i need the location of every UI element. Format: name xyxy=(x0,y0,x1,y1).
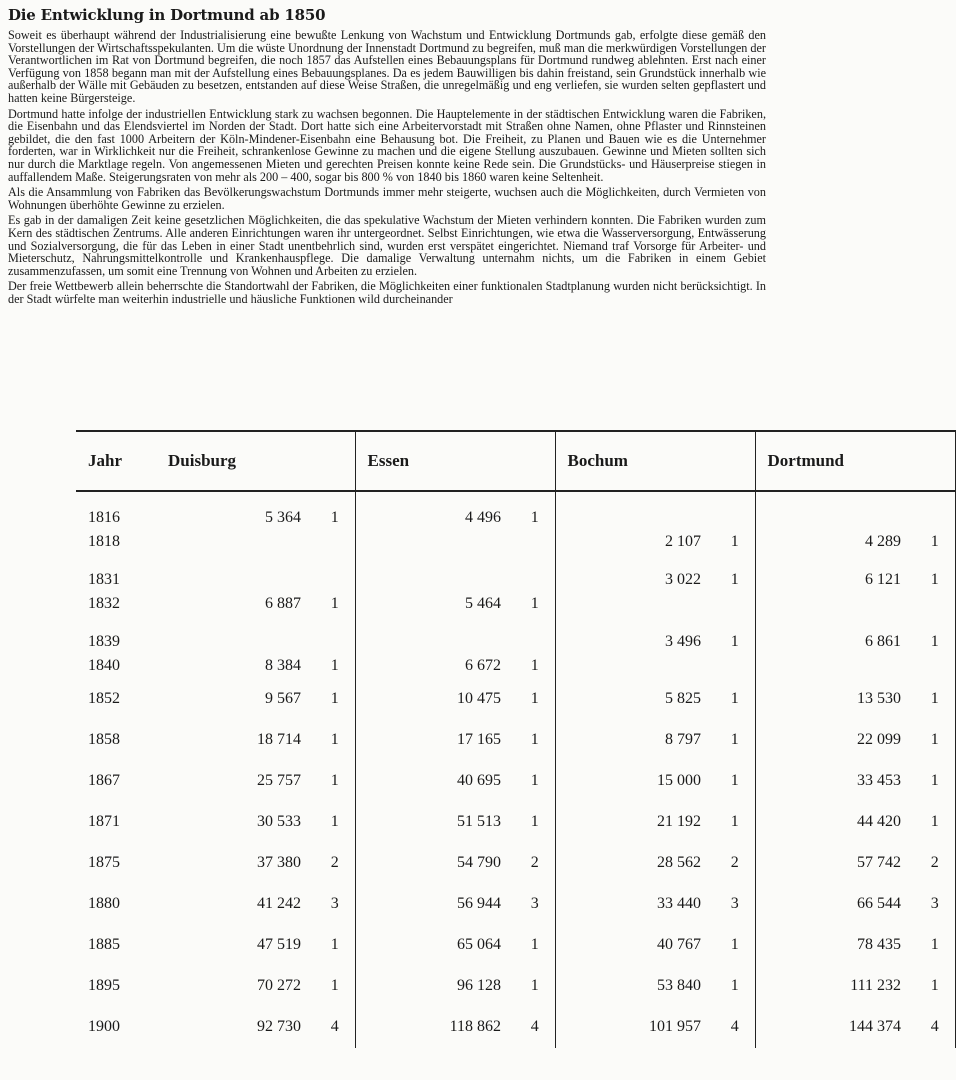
cell-essen-n xyxy=(515,630,555,654)
spacer-cell xyxy=(715,554,755,568)
cell-dortmund xyxy=(755,654,915,678)
cell-duisburg: 8 384 xyxy=(265,657,301,674)
cell-essen: 6 672 xyxy=(465,657,501,674)
spacer-cell xyxy=(76,554,156,568)
cell-dortmund-n: 1 xyxy=(915,801,955,842)
cell-year: 1818 xyxy=(88,533,120,550)
cell-essen: 10 475 xyxy=(457,689,501,707)
cell-essen-n xyxy=(515,568,555,592)
cell-year: 1880 xyxy=(88,894,120,912)
cell-duisburg-n: 1 xyxy=(315,760,355,801)
cell-essen xyxy=(355,630,515,654)
cell-bochum-n: 1 xyxy=(715,630,755,654)
cell-dortmund-n xyxy=(915,506,955,530)
spacer-cell xyxy=(515,491,555,506)
cell-year: 1885 xyxy=(88,935,120,953)
cell-bochum-n: 1 xyxy=(715,530,755,554)
cell-duisburg-n: 1 xyxy=(315,924,355,965)
body-text xyxy=(8,29,766,308)
cell-bochum-n: 3 xyxy=(715,883,755,924)
cell-duisburg-n: 1 xyxy=(315,592,355,616)
spacer-cell xyxy=(555,554,715,568)
cell-dortmund-n: 2 xyxy=(915,842,955,883)
spacer-cell xyxy=(915,554,955,568)
cell-bochum: 15 000 xyxy=(657,771,701,789)
cell-duisburg-n xyxy=(315,630,355,654)
cell-duisburg-n: 1 xyxy=(315,506,355,530)
cell-year: 1839 xyxy=(88,633,120,650)
cell-dortmund: 78 435 xyxy=(857,935,901,953)
cell-dortmund-n xyxy=(915,654,955,678)
cell-dortmund xyxy=(755,592,915,616)
table-row xyxy=(76,883,955,924)
cell-bochum: 21 192 xyxy=(657,812,701,830)
table-row xyxy=(76,965,955,1006)
cell-dortmund: 13 530 xyxy=(857,689,901,707)
table-row xyxy=(76,568,955,592)
spacer-cell xyxy=(915,491,955,506)
cell-duisburg: 92 730 xyxy=(257,1018,301,1035)
cell-essen-n: 1 xyxy=(515,654,555,678)
cell-essen xyxy=(355,530,515,554)
cell-dortmund-n: 1 xyxy=(915,924,955,965)
cell-dortmund-n: 3 xyxy=(915,883,955,924)
cell-essen-n: 1 xyxy=(515,592,555,616)
spacer-cell xyxy=(156,554,315,568)
cell-duisburg xyxy=(156,630,315,654)
cell-year: 1867 xyxy=(88,771,120,789)
cell-bochum: 40 767 xyxy=(657,935,701,953)
spacer-cell xyxy=(355,491,515,506)
cell-essen-n: 1 xyxy=(515,678,555,719)
cell-dortmund: 144 374 xyxy=(849,1018,901,1035)
spacer-cell xyxy=(355,616,515,630)
cell-duisburg: 30 533 xyxy=(257,812,301,830)
cell-bochum: 2 107 xyxy=(665,533,701,550)
spacer-cell xyxy=(755,554,915,568)
cell-duisburg-n: 1 xyxy=(315,801,355,842)
spacer-cell xyxy=(755,616,915,630)
cell-year: 1816 xyxy=(88,509,120,526)
cell-duisburg-n: 4 xyxy=(315,1006,355,1048)
cell-essen: 17 165 xyxy=(457,730,501,748)
cell-duisburg-n: 2 xyxy=(315,842,355,883)
cell-bochum xyxy=(555,654,715,678)
cell-dortmund: 66 544 xyxy=(857,894,901,912)
cell-year: 1875 xyxy=(88,853,120,871)
header-spacer xyxy=(915,431,955,491)
table-row xyxy=(76,719,955,760)
table-row xyxy=(76,678,955,719)
row-spacer xyxy=(76,491,955,506)
cell-bochum-n: 1 xyxy=(715,760,755,801)
row-spacer xyxy=(76,616,955,630)
population-table xyxy=(76,430,956,1048)
cell-dortmund-n: 1 xyxy=(915,965,955,1006)
cell-dortmund-n: 1 xyxy=(915,678,955,719)
spacer-cell xyxy=(156,616,315,630)
cell-duisburg: 70 272 xyxy=(257,976,301,994)
cell-essen-n: 1 xyxy=(515,924,555,965)
header-spacer xyxy=(315,431,355,491)
cell-duisburg xyxy=(156,530,315,554)
cell-dortmund: 6 861 xyxy=(865,633,901,650)
cell-duisburg-n: 1 xyxy=(315,719,355,760)
paragraph: Der freie Wettbewerb allein beherrschte die Standortwahl der Fabriken, die Möglichkeiten einer funktionalen Stadtplanung wurden nicht berücksichtigt. In der Stadt würfelte man weiterhin industrielle und häusliche Funktionen wild durcheinander xyxy=(8,279,766,306)
cell-essen-n: 1 xyxy=(515,506,555,530)
cell-bochum-n xyxy=(715,506,755,530)
cell-bochum: 3 496 xyxy=(665,633,701,650)
cell-bochum: 53 840 xyxy=(657,976,701,994)
cell-duisburg: 6 887 xyxy=(265,595,301,612)
cell-dortmund-n xyxy=(915,592,955,616)
cell-essen: 54 790 xyxy=(457,853,501,871)
cell-year: 1858 xyxy=(88,730,120,748)
cell-duisburg: 41 242 xyxy=(257,894,301,912)
cell-dortmund-n: 1 xyxy=(915,530,955,554)
cell-bochum-n: 1 xyxy=(715,568,755,592)
cell-dortmund: 22 099 xyxy=(857,730,901,748)
table-header-row xyxy=(76,431,955,491)
cell-year: 1871 xyxy=(88,812,120,830)
spacer-cell xyxy=(555,616,715,630)
paragraph: Soweit es überhaupt während der Industrialisierung eine bewußte Lenkung von Wachstum und Entwicklung Dortmunds gab, erfolgte diese gemäß den Vorstellungen der Wirtschaftsspekulanten. Um die wüste Unordnung der Innenstadt Dortmund zu begreifen, muß man die merkwürdigen Vorstellungen der Verantwortlichen im Rat von Dortmund begreifen, die noch 1857 das Aufstellen eines Bebauungsplans für Dortmund rundweg ablehnten. Erst nach einer Verfügung von 1858 begann man mit der Aufstellung eines Bebauungsplanes. Da es jedem Bauwilligen bis dahin freistand, sein Grundstück innerhalb wie außerhalb der Wälle mit Gebäuden zu besetzen, entstanden auf diese Weise Straßen, die unregelmäßig und eng verliefen, sie wurden selten gepflastert und hatten keine Bürgersteige. xyxy=(8,28,766,105)
cell-bochum-n: 2 xyxy=(715,842,755,883)
cell-dortmund-n: 4 xyxy=(915,1006,955,1048)
table-row xyxy=(76,592,955,616)
cell-essen-n: 1 xyxy=(515,801,555,842)
cell-bochum-n xyxy=(715,592,755,616)
cell-duisburg-n: 3 xyxy=(315,883,355,924)
cell-bochum: 33 440 xyxy=(657,894,701,912)
table-row xyxy=(76,530,955,554)
cell-essen-n: 1 xyxy=(515,760,555,801)
cell-year: 1895 xyxy=(88,976,120,994)
spacer-cell xyxy=(515,554,555,568)
spacer-cell xyxy=(315,491,355,506)
cell-bochum-n: 1 xyxy=(715,924,755,965)
table-row xyxy=(76,1006,955,1048)
table-row xyxy=(76,654,955,678)
cell-essen-n xyxy=(515,530,555,554)
spacer-cell xyxy=(715,491,755,506)
cell-dortmund: 57 742 xyxy=(857,853,901,871)
cell-bochum-n: 1 xyxy=(715,801,755,842)
spacer-cell xyxy=(755,491,915,506)
cell-essen-n: 2 xyxy=(515,842,555,883)
cell-essen xyxy=(355,568,515,592)
cell-essen: 5 464 xyxy=(465,595,501,612)
cell-dortmund: 111 232 xyxy=(850,976,901,994)
cell-dortmund-n: 1 xyxy=(915,719,955,760)
cell-year: 1840 xyxy=(88,657,120,674)
header-spacer xyxy=(515,431,555,491)
paragraph: Dortmund hatte infolge der industriellen Entwicklung stark zu wachsen begonnen. Die Hauptelemente in der städtischen Entwicklung waren die Fabriken, die Eisenbahn und das Elendsviertel im Norden der Stadt. Dort hatte sich eine Arbeitervorstadt mit Straßen ohne Namen, ohne Pflaster und Rinnsteinen gebildet, die den fast 1000 Arbeitern der Köln-Mindener-Eisenbahn eine Behausung bot. Die Freiheit, zu Planen und Bauen wie es die Unternehmer forderten, war in Wirklichkeit nur die Freiheit, schrankenlose Gewinne zu machen und die eigene Stellung auszubauen. Gewinne und Mieten sollten sich nur durch die Marktlage regeln. Von angemessenen Mieten und gerechten Preisen konnte keine Rede sein. Die Grundstücks- und Häuserpreise stiegen in auffallendem Maße. Steigerungsraten von mehr als 200 – 400, sogar bis 800 % von 1840 bis 1860 waren keine Seltenheit. xyxy=(8,106,766,184)
cell-duisburg-n xyxy=(315,530,355,554)
cell-bochum: 28 562 xyxy=(657,853,701,871)
table-row xyxy=(76,630,955,654)
row-spacer xyxy=(76,554,955,568)
cell-duisburg: 37 380 xyxy=(257,853,301,871)
spacer-cell xyxy=(715,616,755,630)
cell-essen: 65 064 xyxy=(457,935,501,953)
cell-dortmund-n: 1 xyxy=(915,568,955,592)
table-row xyxy=(76,506,955,530)
table-row xyxy=(76,842,955,883)
cell-duisburg: 5 364 xyxy=(265,509,301,526)
cell-essen: 56 944 xyxy=(457,894,501,912)
spacer-cell xyxy=(156,491,315,506)
cell-bochum-n: 1 xyxy=(715,719,755,760)
cell-duisburg-n: 1 xyxy=(315,654,355,678)
spacer-cell xyxy=(355,554,515,568)
cell-bochum-n: 1 xyxy=(715,965,755,1006)
cell-year: 1852 xyxy=(88,689,120,707)
cell-essen: 4 496 xyxy=(465,509,501,526)
cell-duisburg-n xyxy=(315,568,355,592)
cell-dortmund: 33 453 xyxy=(857,771,901,789)
cell-bochum: 5 825 xyxy=(665,689,701,707)
spacer-cell xyxy=(515,616,555,630)
cell-bochum: 3 022 xyxy=(665,571,701,588)
cell-year: 1831 xyxy=(88,571,120,588)
cell-essen: 118 862 xyxy=(449,1018,501,1035)
spacer-cell xyxy=(555,491,715,506)
cell-duisburg-n: 1 xyxy=(315,965,355,1006)
header-duisburg: Duisburg xyxy=(156,431,315,491)
cell-year: 1900 xyxy=(88,1018,120,1035)
header-essen: Essen xyxy=(355,431,515,491)
cell-dortmund: 6 121 xyxy=(865,571,901,588)
page-title: Die Entwicklung in Dortmund ab 1850 xyxy=(8,6,326,24)
cell-essen-n: 1 xyxy=(515,719,555,760)
cell-dortmund: 4 289 xyxy=(865,533,901,550)
table-row xyxy=(76,760,955,801)
cell-essen-n: 3 xyxy=(515,883,555,924)
header-bochum: Bochum xyxy=(555,431,715,491)
cell-dortmund-n: 1 xyxy=(915,760,955,801)
table-row xyxy=(76,924,955,965)
cell-bochum-n: 1 xyxy=(715,678,755,719)
cell-bochum xyxy=(555,506,715,530)
paragraph: Es gab in der damaligen Zeit keine gesetzlichen Möglichkeiten, die das spekulative Wachstum der Mieten verhindern konnten. Die Fabriken wurden zum Kern des städtischen Zentrums. Alle anderen Einrichtungen waren ihr untergeordnet. Selbst Einrichtungen, wie etwa die Wasserversorgung, Entwässerung und Sozialversorgung, die für das Leben in einer Stadt unentbehrlich sind, wurden erst verspätet eingerichtet. Niemand traf Vorsorge für Arbeiter- und Mieterschutz, Nahrungsmittelkontrolle und Krankenhauspflege. Die damalige Verwaltung unternahm nichts, um die Fabriken in einem Gebiet zusammenzufassen, um somit eine Trennung von Wohnen und Arbeiten zu erzielen. xyxy=(8,213,766,278)
cell-duisburg: 25 757 xyxy=(257,771,301,789)
spacer-cell xyxy=(315,616,355,630)
cell-bochum: 8 797 xyxy=(665,730,701,748)
cell-dortmund xyxy=(755,506,915,530)
cell-essen-n: 1 xyxy=(515,965,555,1006)
spacer-cell xyxy=(315,554,355,568)
table-row xyxy=(76,801,955,842)
cell-duisburg-n: 1 xyxy=(315,678,355,719)
cell-essen: 51 513 xyxy=(457,812,501,830)
table-body xyxy=(76,491,955,1048)
cell-essen: 40 695 xyxy=(457,771,501,789)
header-spacer xyxy=(715,431,755,491)
cell-duisburg: 9 567 xyxy=(265,689,301,707)
cell-dortmund: 44 420 xyxy=(857,812,901,830)
header-dortmund: Dortmund xyxy=(755,431,915,491)
cell-duisburg: 47 519 xyxy=(257,935,301,953)
cell-dortmund-n: 1 xyxy=(915,630,955,654)
cell-year: 1832 xyxy=(88,595,120,612)
spacer-cell xyxy=(76,491,156,506)
header-year: Jahr xyxy=(76,431,156,491)
cell-bochum-n: 4 xyxy=(715,1006,755,1048)
cell-essen-n: 4 xyxy=(515,1006,555,1048)
spacer-cell xyxy=(915,616,955,630)
cell-bochum xyxy=(555,592,715,616)
paragraph: Als die Ansammlung von Fabriken das Bevölkerungswachstum Dortmunds immer mehr steigerte, wuchsen auch die Möglichkeiten, durch Vermieten von Wohnungen überhöhte Gewinne zu erzielen. xyxy=(8,185,766,212)
spacer-cell xyxy=(76,616,156,630)
cell-bochum: 101 957 xyxy=(649,1018,701,1035)
cell-bochum-n xyxy=(715,654,755,678)
cell-duisburg xyxy=(156,568,315,592)
cell-essen: 96 128 xyxy=(457,976,501,994)
cell-duisburg: 18 714 xyxy=(257,730,301,748)
